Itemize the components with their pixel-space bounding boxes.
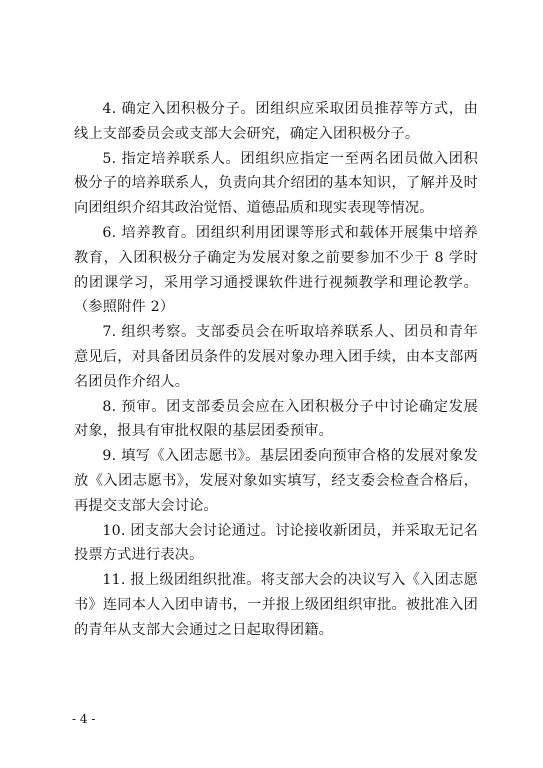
paragraph-step-11: 11. 报上级团组织批准。将支部大会的决议写入《入团志愿书》连同本人入团申请书，一并报上级团组织审批。被批准入团的青年从支部大会通过之日起取得团籍。 xyxy=(74,572,478,638)
page-number: - 4 - xyxy=(72,712,96,726)
paragraph-step-10: 10. 团支部大会讨论通过。讨论接收新团员，并采取无记名投票方式进行表决。 xyxy=(74,522,478,564)
paragraph-step-7: 7. 组织考察。支部委员会在听取培养联系人、团员和青年意见后，对具备团员条件的发展对象办理入团手续，由本支部两名团员作介绍人。 xyxy=(74,324,478,390)
paragraph-step-6: 6. 培养教育。团组织利用团课等形式和载体开展集中培养教育，入团积极分子确定为发展对象之前要参加不少于 8 学时的团课学习，采用学习通授课软件进行视频教学和理论教学。（参照附件 2） xyxy=(74,224,478,316)
paragraph-step-5: 5. 指定培养联系人。团组织应指定一至两名团员做入团积极分子的培养联系人，负责向其介绍团的基本知识，了解并及时向团组织介绍其政治觉悟、道德品质和现实表现等情况。 xyxy=(74,150,478,217)
document-body xyxy=(74,97,478,643)
paragraph-step-4: 4. 确定入团积极分子。团组织应采取团员推荐等方式，由线上支部委员会或支部大会研究，确定入团积极分子。 xyxy=(74,101,478,142)
paragraph-step-8: 8. 预审。团支部委员会应在入团积极分子中讨论确定发展对象，报具有审批权限的基层团委预审。 xyxy=(74,398,478,440)
paragraph-step-9: 9. 填写《入团志愿书》。基层团委向预审合格的发展对象发放《入团志愿书》，发展对象如实填写，经支委会检查合格后，再提交支部大会讨论。 xyxy=(74,448,478,514)
